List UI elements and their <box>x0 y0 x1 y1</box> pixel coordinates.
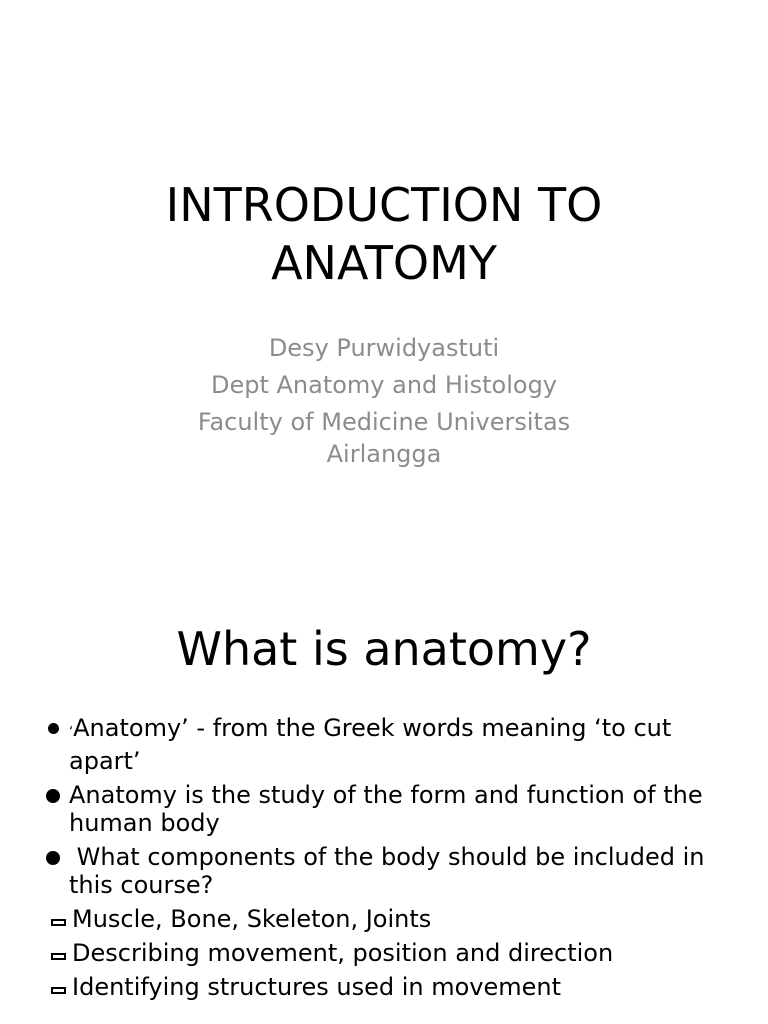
content-title: What is anatomy? <box>176 622 592 676</box>
sub-bullet-text: Describing movement, position and direction <box>72 939 614 967</box>
bullet-item <box>44 781 734 837</box>
content-slide <box>0 576 768 1024</box>
title-line-2: ANATOMY <box>271 236 497 290</box>
bullet-prefix: ‘ <box>69 725 74 740</box>
sub-bullet-icon <box>51 919 66 926</box>
author-name: Desy Purwidyastuti <box>268 334 500 362</box>
bullet-item <box>44 714 734 775</box>
bullet-dot-icon <box>48 723 59 734</box>
sub-bullet-text: Identifying structures used in movement <box>72 973 562 1001</box>
slide-subtitle <box>0 332 768 475</box>
title-line-1: INTRODUCTION TO <box>165 178 603 232</box>
faculty-name: Faculty of Medicine Universitas Airlangga <box>197 408 571 468</box>
bullet-text: What components of the body should be included in this course? <box>69 843 713 899</box>
bullet-text: Anatomy’ - from the Greek words meaning ‘to cut apart’ <box>69 714 672 775</box>
sub-bullet-item <box>44 939 734 967</box>
bullet-dot-icon <box>46 789 60 803</box>
bullet-item <box>44 843 734 899</box>
sub-bullet-item <box>44 973 734 1001</box>
bullet-list <box>44 714 734 1007</box>
sub-bullet-item <box>44 905 734 933</box>
bullet-dot-icon <box>46 851 60 865</box>
sub-bullet-icon <box>51 953 66 960</box>
slide-title <box>0 176 768 292</box>
sub-bullet-text: Muscle, Bone, Skeleton, Joints <box>72 905 432 933</box>
sub-bullet-icon <box>51 987 66 994</box>
bullet-text: Anatomy is the study of the form and function of the human body <box>69 781 703 837</box>
department-name: Dept Anatomy and Histology <box>210 371 558 399</box>
